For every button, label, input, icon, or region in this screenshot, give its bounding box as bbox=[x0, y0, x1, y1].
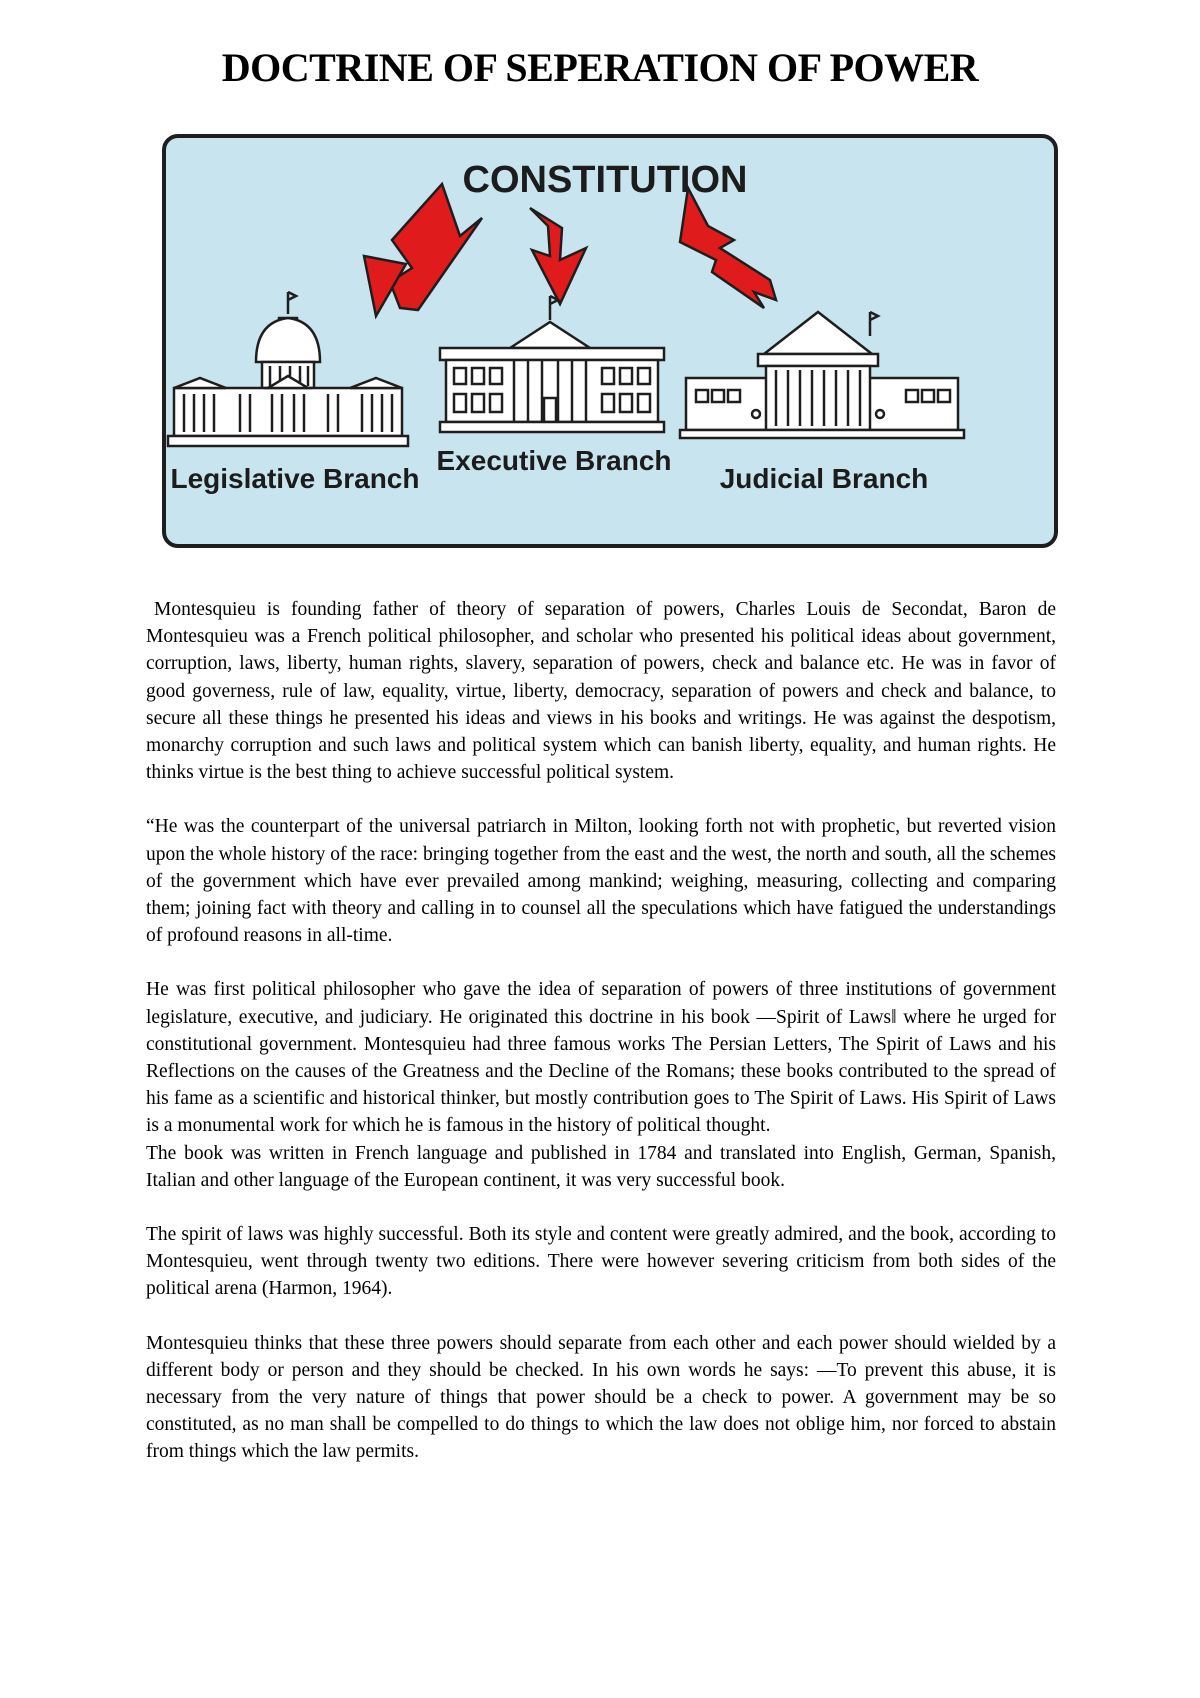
paragraph-first-philosopher: He was first political philosopher who gave the idea of separation of powers of three institutions of government legislature, executive, and judiciary. He originated this doctrine in his book ―Spirit of Laws‖ where he urged for constitutional government. Montesquieu had three famous works The Persian Letters, The Spirit of Laws and his Reflections on the causes of the Greatness and the Decline of the Romans; these books contributed to the spread of his fame as a scientific and historical thinker, but mostly contribution goes to The Spirit of Laws. His Spirit of Laws is a monumental work for which he is famous in the history of political thought. bbox=[146, 979, 1056, 1137]
constitution-label: CONSTITUTION bbox=[462, 159, 748, 201]
diagram-svg bbox=[160, 132, 1060, 552]
paragraph-spirit-of-laws-success: The spirit of laws was highly successful. Both its style and content were greatly admired, and the book, according to Montesquieu, went through twenty two editions. There were however severing criticism from both sides of the political arena (Harmon, 1964). bbox=[146, 1224, 1056, 1300]
paragraph-three-powers: Montesquieu thinks that these three powers should separate from each other and each power should wielded by a different body or person and they should be checked. In his own words he says: ―To prevent this abuse, it is necessary from the very nature of things that power should be a check to power. A government may be so constituted, as no man shall be compelled to do things to which the law does not oblige him, nor forced to abstain from things which the law permits. bbox=[146, 1332, 1056, 1463]
executive-branch-label: Executive Branch bbox=[436, 445, 672, 476]
page-title: DOCTRINE OF SEPERATION OF POWER bbox=[221, 45, 979, 90]
paragraph-book-publication: The book was written in French language and published in 1784 and translated into English, German, Spanish, Italian and other language of the European continent, it was very successful book. bbox=[146, 1142, 1056, 1191]
judicial-branch-label: Judicial Branch bbox=[719, 463, 929, 494]
paragraph-quote-milton: “He was the counterpart of the universal patriarch in Milton, looking forth not with prophetic, but reverted vision upon the whole history of the race: bringing together from the east and the west, the north and south, all the schemes of the government which have ever prevailed among mankind; weighing, measuring, collecting and comparing them; joining fact with theory and calling in to counsel all the speculations which have fatigued the understandings of profound reasons in all-time. bbox=[146, 816, 1056, 947]
separation-of-powers-diagram bbox=[160, 132, 1060, 552]
legislative-branch-label: Legislative Branch bbox=[170, 463, 420, 494]
body-text bbox=[146, 596, 1056, 1466]
paragraph-montesquieu-intro: Montesquieu is founding father of theory of separation of powers, Charles Louis de Secondat, Baron de Montesquieu was a French political philosopher, and scholar who presented his political ideas about government, corruption, laws, liberty, human rights, slavery, separation of powers, check and balance etc. He was in favor of good governess, rule of law, equality, virtue, liberty, democracy, separation of powers and check and balance, to secure all these things he presented his ideas and views in his books and writings. He was against the despotism, monarchy corruption and such laws and political system which can banish liberty, equality, and human rights. He thinks virtue is the best thing to achieve successful political system. bbox=[146, 599, 1056, 784]
